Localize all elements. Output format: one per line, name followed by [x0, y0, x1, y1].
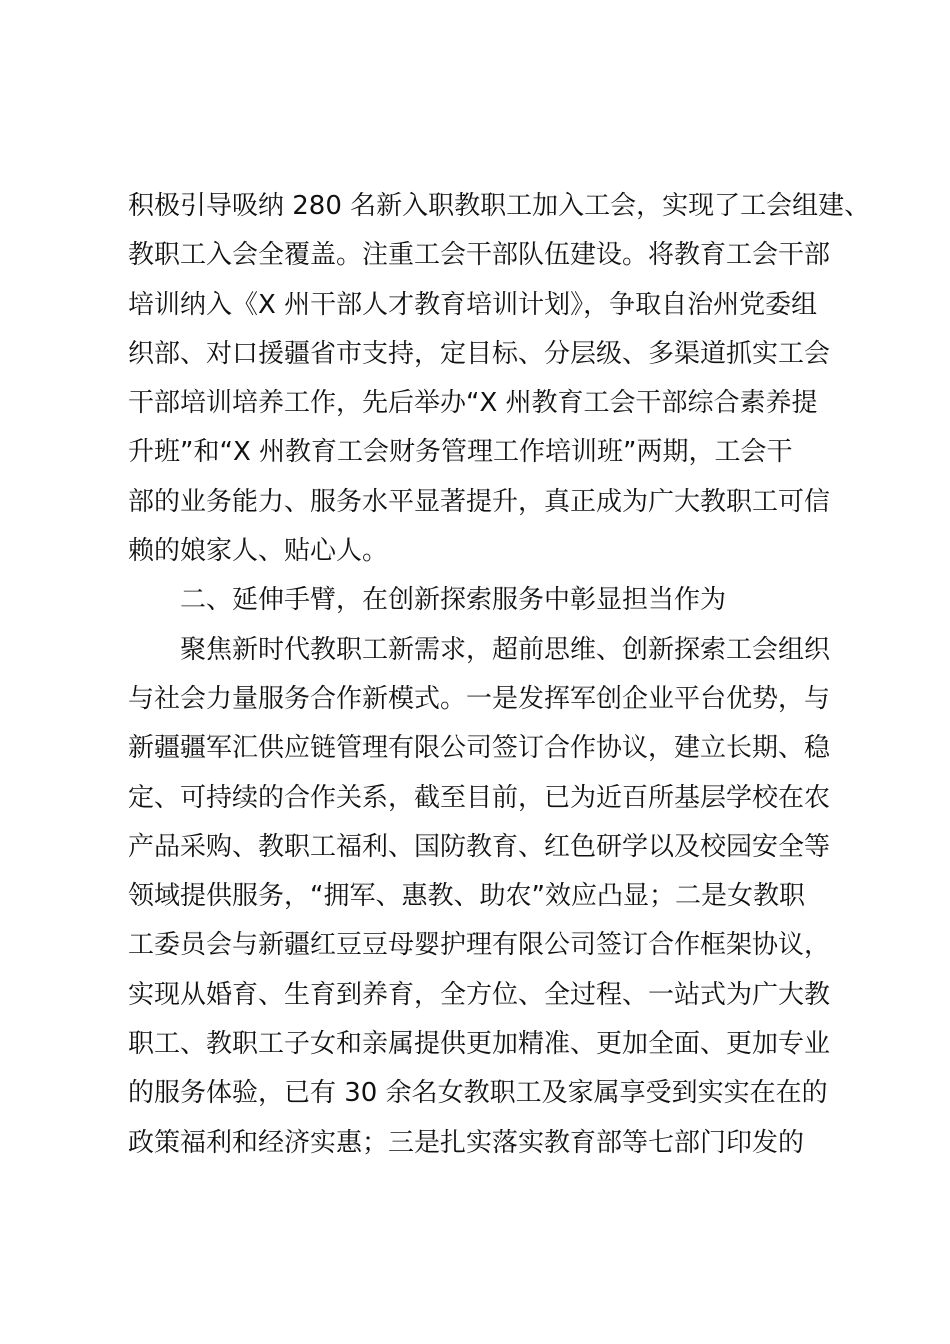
paragraph-2-line-4: 定、可持续的合作关系，截至目前，已为近百所基层学校在农: [128, 782, 831, 813]
paragraph-1-line-2: 教职工入会全覆盖。注重工会干部队伍建设。将教育工会干部: [128, 240, 831, 271]
paragraph-2-line-3: 新疆疆军汇供应链管理有限公司签订合作协议，建立长期、稳: [128, 733, 831, 764]
paragraph-1-line-5: 干部培训培养工作，先后举办“X 州教育工会干部综合素养提: [128, 388, 818, 419]
paragraph-2-line-7: 工委员会与新疆红豆豆母婴护理有限公司签订合作框架协议，: [128, 930, 831, 961]
paragraph-2-line-8: 实现从婚育、生育到养育，全方位、全过程、一站式为广大教: [128, 979, 831, 1010]
paragraph-1-line-8: 赖的娘家人、贴心人。: [128, 536, 389, 567]
paragraph-1-line-7: 部的业务能力、服务水平显著提升，真正成为广大教职工可信: [128, 486, 831, 517]
paragraph-2-line-2: 与社会力量服务合作新模式。一是发挥军创企业平台优势，与: [128, 683, 831, 714]
paragraph-2-line-6: 领域提供服务，“拥军、惠教、助农”效应凸显；二是女教职: [128, 881, 805, 912]
paragraph-2-line-11: 政策福利和经济实惠；三是扎实落实教育部等七部门印发的: [128, 1127, 805, 1158]
paragraph-1-line-6: 升班”和“X 州教育工会财务管理工作培训班”两期，工会干: [128, 437, 793, 468]
section-heading: 二、延伸手臂，在创新探索服务中彰显担当作为: [180, 585, 727, 616]
paragraph-1-line-4: 织部、对口援疆省市支持，定目标、分层级、多渠道抓实工会: [128, 338, 831, 369]
paragraph-2-line-5: 产品采购、教职工福利、国防教育、红色研学以及校园安全等: [128, 831, 831, 862]
paragraph-1-line-3: 培训纳入《X 州干部人才教育培训计划》，争取自治州党委组: [128, 289, 818, 320]
paragraph-2-line-1: 聚焦新时代教职工新需求，超前思维、创新探索工会组织: [180, 634, 831, 665]
document-body: [128, 182, 871, 1168]
paragraph-2-line-9: 职工、教职工子女和亲属提供更加精准、更加全面、更加专业: [128, 1029, 831, 1060]
paragraph-2-line-10: 的服务体验，已有 30 余名女教职工及家属享受到实实在在的: [128, 1078, 828, 1109]
paragraph-1-line-1: 积极引导吸纳 280 名新入职教职工加入工会，实现了工会组建、: [128, 191, 871, 221]
